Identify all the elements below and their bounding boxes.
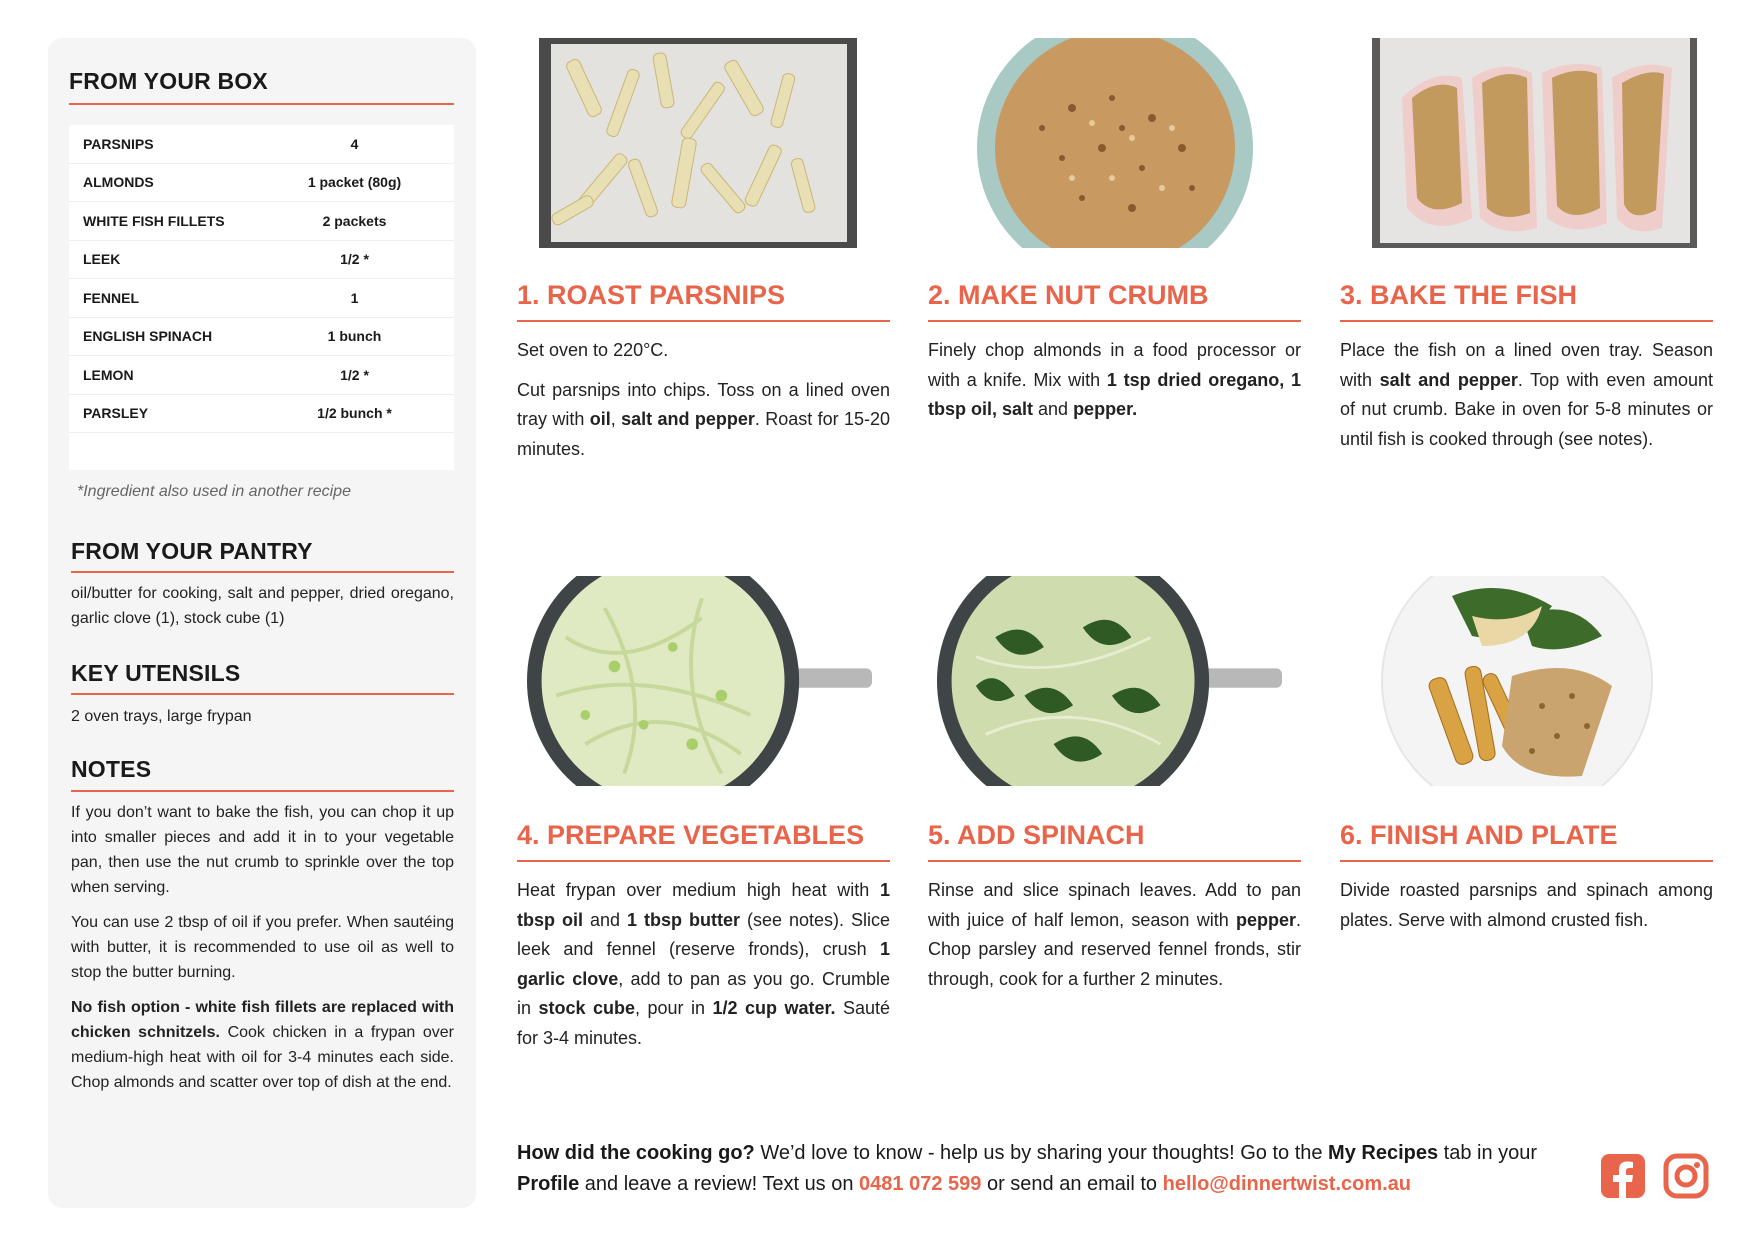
text-bold: oil: [589, 409, 611, 429]
text-run: . Chop parsley and reserved fennel fronds, stir through, cook for a further 2 minutes.: [928, 909, 1301, 989]
footer-text: We’d love to know - help us by sharing your thoughts! Go to the: [754, 1142, 1329, 1164]
facebook-icon[interactable]: [1599, 1152, 1647, 1200]
note-text: Cook chicken in a frypan over medium-high heat with oil for 3-4 minutes each side. Chop almonds and scatter over top of dish at the end.: [71, 1024, 455, 1091]
step1-title: 1. ROAST PARSNIPS: [517, 280, 786, 310]
step6-p1: Divide roasted parsnips and spinach among plates. Serve with almond crusted fish.: [1340, 880, 1713, 930]
text-run: , add to pan as you go. Crumble in: [517, 968, 890, 1018]
text-run: Finely chop almonds in a food processor or with a knife. Mix with: [928, 340, 1301, 390]
text-run: Heat frypan over medium high heat with: [517, 880, 880, 900]
ingredient-name: ALMONDS: [83, 174, 154, 191]
table-row: [69, 202, 454, 241]
step3-title: 3. BAKE THE FISH: [1340, 280, 1578, 310]
text-run: Rinse and slice spinach leaves. Add to pan with juice of half lemon, season with: [928, 880, 1301, 930]
ingredient-qty: 1: [350, 289, 359, 306]
notes-body: [71, 800, 454, 1105]
profile-link[interactable]: Profile: [517, 1173, 580, 1195]
divider: [1340, 320, 1713, 322]
table-row: [69, 279, 454, 318]
ingredient-qty: 1 bunch: [327, 328, 382, 345]
ingredient-name: LEEK: [83, 251, 121, 268]
pantry-text: oil/butter for cooking, salt and pepper, dried oregano, garlic clove (1), stock cube (1): [71, 585, 454, 627]
text-run: Sauté for 3-4 minutes.: [517, 998, 890, 1048]
text-run: and: [1033, 399, 1074, 419]
my-recipes-link[interactable]: My Recipes: [1328, 1142, 1439, 1164]
pantry-title: FROM YOUR PANTRY: [71, 538, 313, 564]
divider: [928, 860, 1301, 862]
text-run: Cut parsnips into chips. Toss on a lined oven tray with: [517, 379, 890, 429]
text-run: ,: [610, 409, 622, 429]
text-bold: pepper: [1235, 909, 1296, 930]
text-bold: 1 tsp dried oregano, 1 tbsp oil, salt: [928, 369, 1301, 419]
step5-title: 5. ADD SPINACH: [928, 820, 1145, 850]
divider: [71, 571, 454, 573]
note-paragraph: You can use 2 tbsp of oil if you prefer. When sautéing with butter, it is recommended to use oil as well to stop the butter burning.: [71, 914, 454, 981]
ingredient-name: WHITE FISH FILLETS: [83, 212, 225, 229]
step3-image: [1362, 38, 1707, 248]
step1-p1: Set oven to 220°C.: [517, 340, 669, 360]
footer-text: tab in your: [1438, 1142, 1538, 1164]
text-bold: 1/2 cup water.: [712, 998, 836, 1018]
ingredient-qty: 1/2 bunch *: [317, 405, 392, 422]
utensils-title: KEY UTENSILS: [71, 660, 241, 686]
ingredient-qty: 4: [350, 135, 359, 152]
text-bold: 1 tbsp butter: [627, 909, 740, 930]
box-title: FROM YOUR BOX: [69, 68, 268, 94]
footer-text: and leave a review! Text us on: [579, 1173, 860, 1195]
ingredient-name: LEMON: [83, 366, 134, 383]
note-paragraph: [71, 995, 454, 1095]
step4-title: 4. PREPARE VEGETABLES: [517, 820, 865, 850]
text-bold: salt and pepper: [1379, 369, 1518, 390]
footer-question: How did the cooking go?: [517, 1142, 755, 1164]
sidebar: [48, 38, 476, 1208]
step2-p1: [928, 336, 1301, 425]
table-row: [69, 356, 454, 395]
ingredient-name: ENGLISH SPINACH: [83, 328, 213, 345]
divider: [69, 103, 454, 105]
divider: [928, 320, 1301, 322]
divider: [71, 790, 454, 792]
notes-title: NOTES: [71, 756, 152, 782]
ingredient-qty: 2 packets: [322, 212, 387, 229]
text-run: Place the fish on a lined oven tray. Season with: [1340, 340, 1713, 390]
table-row: [69, 395, 454, 434]
step2-title: 2. MAKE NUT CRUMB: [928, 280, 1209, 310]
footer-text: or send an email to: [981, 1173, 1163, 1195]
table-row: [69, 318, 454, 357]
text-bold: stock cube: [538, 998, 635, 1018]
text-bold: 1 tbsp oil: [517, 880, 890, 930]
phone-link[interactable]: 0481 072 599: [859, 1173, 982, 1195]
divider: [1340, 860, 1713, 862]
divider: [71, 693, 454, 695]
step6-title: 6. FINISH AND PLATE: [1340, 820, 1618, 850]
text-run: (see notes). Slice leek and fennel (reserve fronds), crush: [517, 909, 890, 959]
text-run: . Roast for 15-20 minutes.: [517, 409, 890, 459]
text-bold: salt and pepper: [621, 409, 755, 429]
table-row: [69, 241, 454, 280]
step4-p1: [517, 876, 890, 1053]
table-row: [69, 164, 454, 203]
text-run: . Top with even amount of nut crumb. Bake in oven for 5-8 minutes or until fish is cooked through (see notes).: [1340, 369, 1714, 449]
ingredient-qty: 1 packet (80g): [307, 174, 402, 191]
step1-text: [517, 336, 890, 474]
email-link[interactable]: hello@dinnertwist.com.au: [1162, 1173, 1412, 1195]
step1-image: [537, 38, 882, 248]
step1-p2: [517, 376, 890, 465]
step3-p1: [1340, 336, 1713, 454]
ingredient-qty: 1/2 *: [340, 366, 369, 383]
instagram-icon[interactable]: [1662, 1152, 1710, 1200]
step2-text: [928, 336, 1301, 435]
note-bold: No fish option - white fish fillets are replaced with chicken schnitzels.: [71, 999, 454, 1041]
footnote: *Ingredient also used in another recipe: [77, 483, 351, 500]
ingredient-table: [69, 125, 454, 470]
footer-feedback: [517, 1138, 1577, 1200]
table-row: [69, 125, 454, 164]
text-bold: pepper.: [1073, 399, 1138, 419]
text-run: , pour in: [635, 998, 713, 1018]
utensils-text: 2 oven trays, large frypan: [71, 708, 252, 725]
step6-text: [1340, 876, 1713, 945]
step5-p1: [928, 876, 1301, 994]
step4-image: [527, 576, 872, 786]
text-run: and: [582, 909, 627, 930]
ingredient-qty: 1/2 *: [340, 251, 369, 268]
ingredient-name: PARSNIPS: [83, 135, 154, 152]
step4-text: [517, 876, 890, 1063]
divider: [517, 860, 890, 862]
note-paragraph: If you don’t want to bake the fish, you can chop it up into smaller pieces and add it in to your vegetable pan, then use the nut crumb to sprinkle over the top when serving.: [71, 804, 454, 896]
step2-image: [952, 38, 1297, 248]
step3-text: [1340, 336, 1713, 464]
ingredient-name: PARSLEY: [83, 405, 149, 422]
text-bold: 1 garlic clove: [517, 939, 890, 989]
divider: [517, 320, 890, 322]
step6-image: [1372, 576, 1717, 786]
step5-text: [928, 876, 1301, 1004]
step5-image: [937, 576, 1282, 786]
ingredient-name: FENNEL: [83, 289, 139, 306]
